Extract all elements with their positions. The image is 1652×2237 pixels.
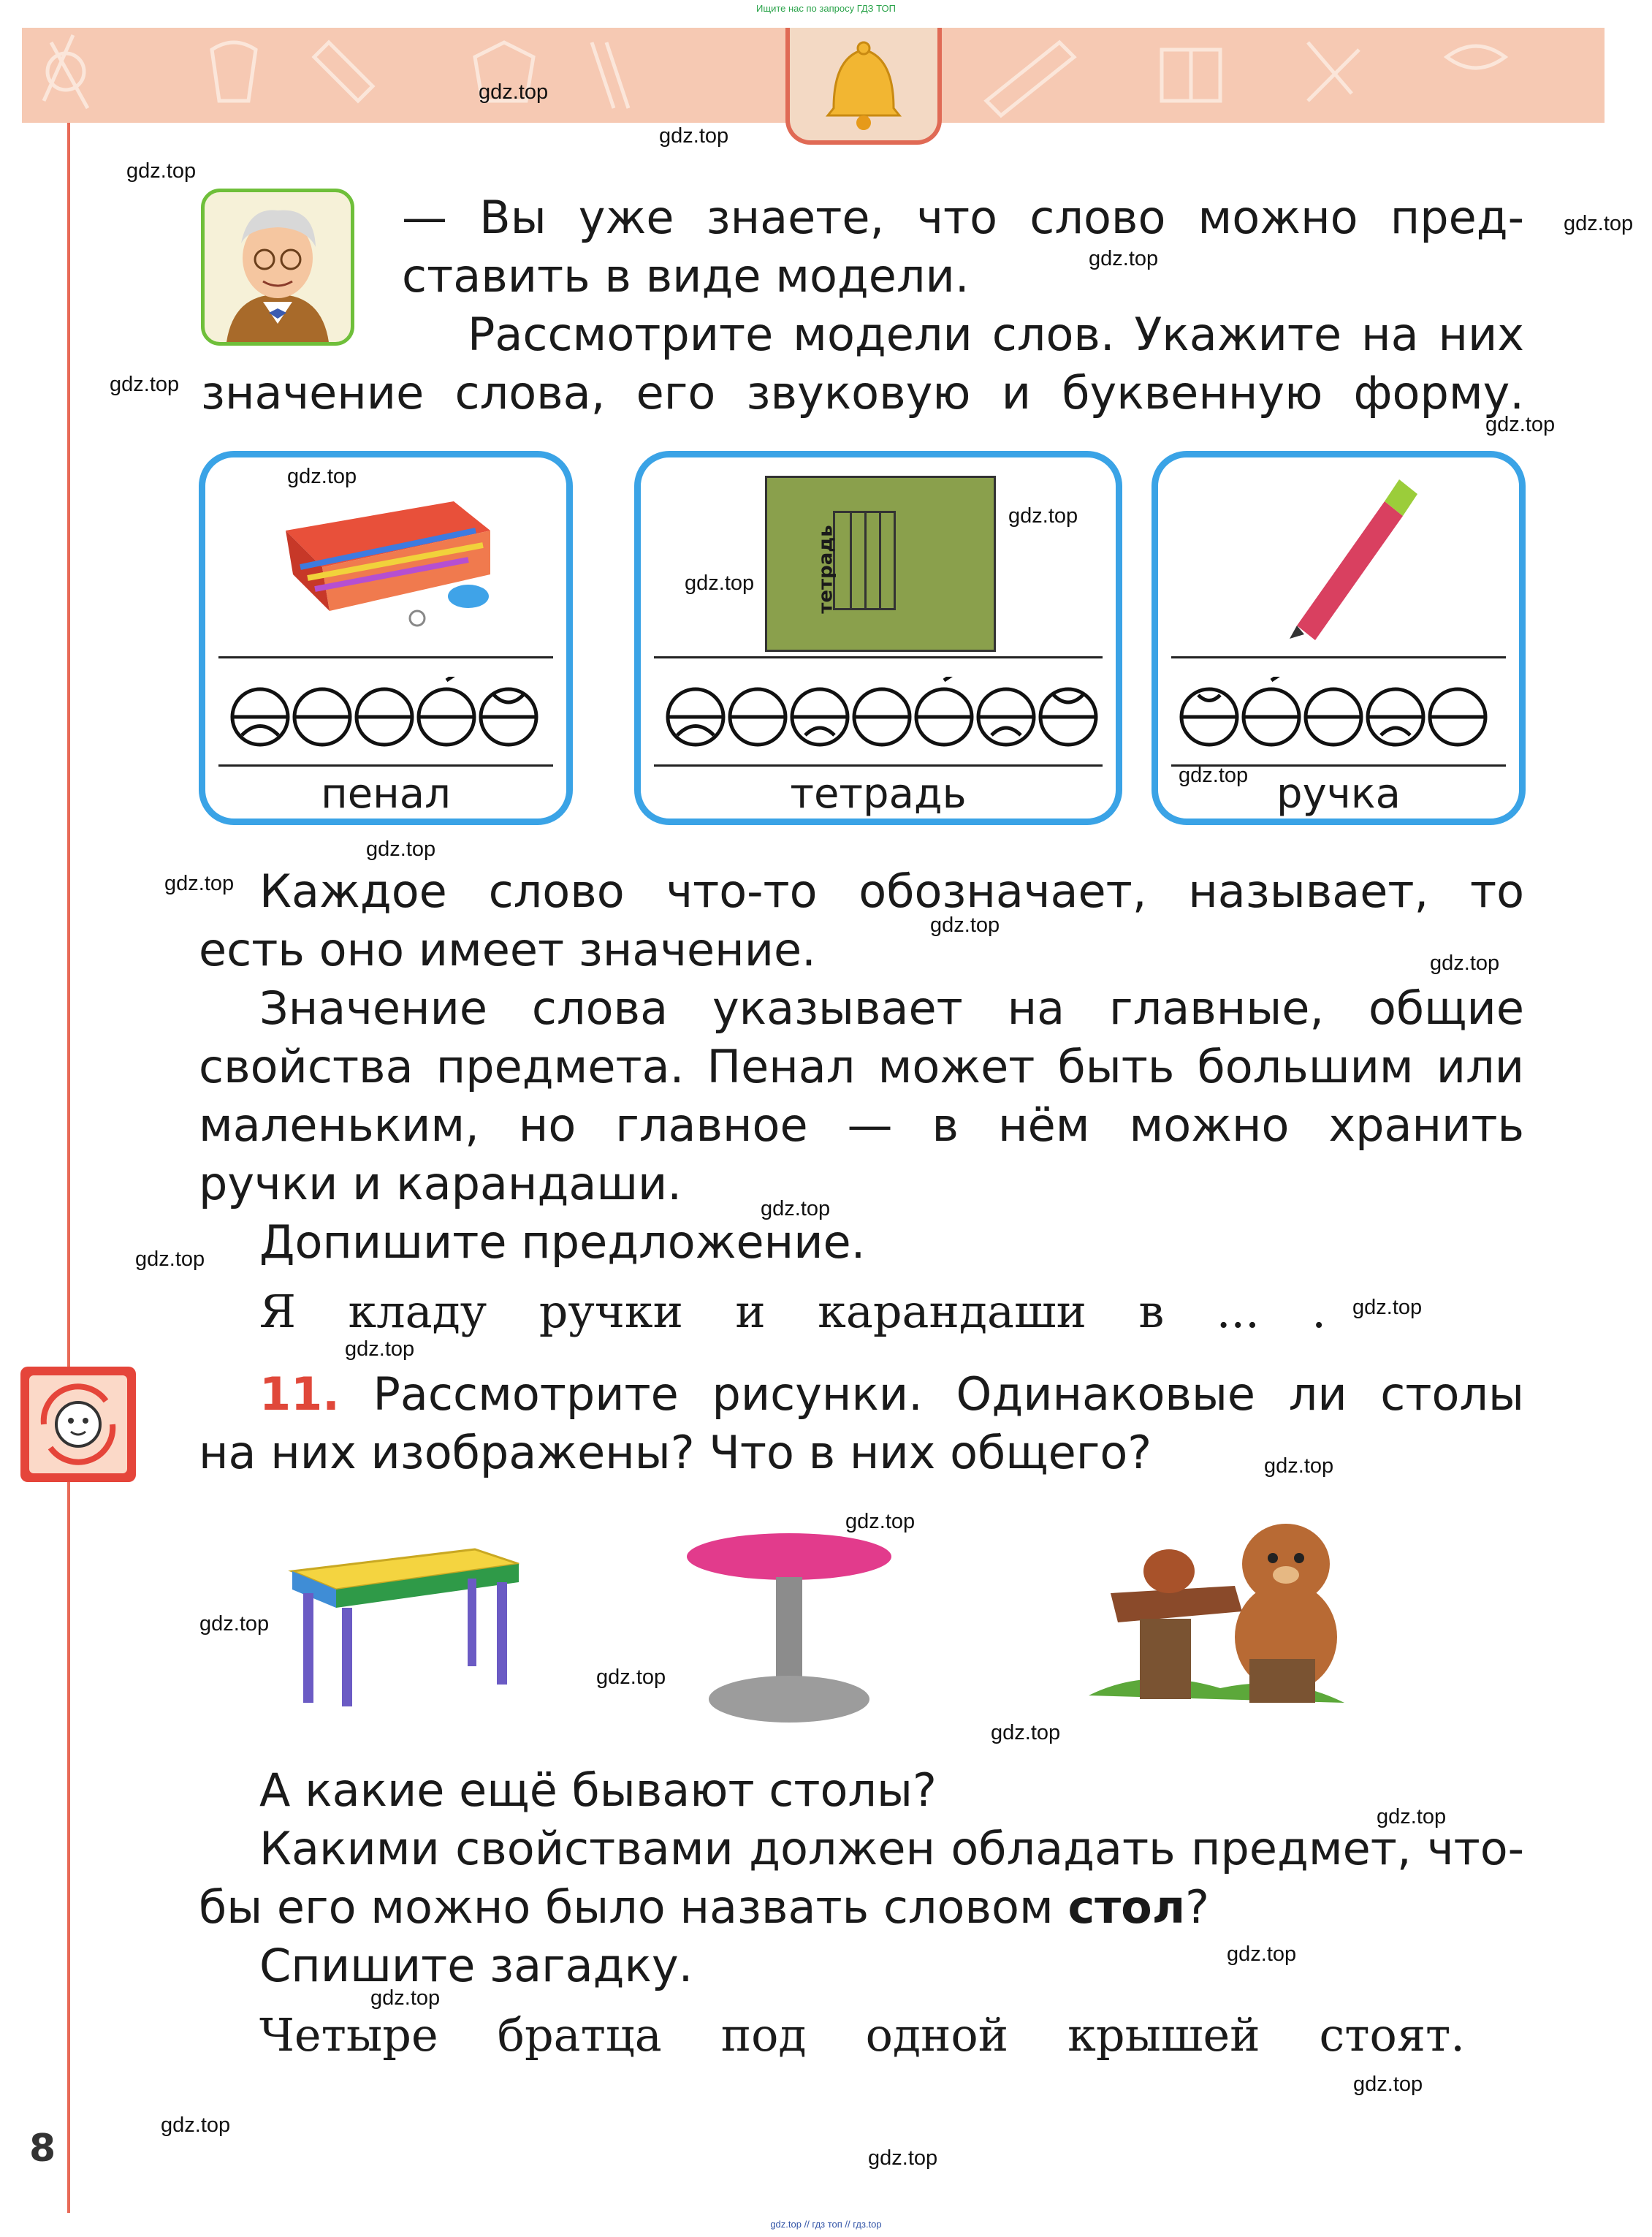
watermark: gdz.top: [345, 1337, 415, 1361]
para1-line-1: Каждое слово что-то обозначает, называет, то: [259, 865, 1524, 918]
watermark: gdz.top: [868, 2146, 938, 2170]
watermark: gdz.top: [199, 1612, 270, 1636]
word-stol: стол: [1067, 1880, 1186, 1934]
watermark: gdz.top: [287, 465, 357, 488]
model-line-top: [654, 656, 1103, 658]
table-round-icon: [680, 1527, 899, 1725]
word-card-penal: [199, 451, 573, 825]
watermark: gdz.top: [930, 914, 1000, 937]
para3-line-3-a: бы его можно было назвать словом: [199, 1880, 1068, 1934]
watermark: gdz.top: [164, 872, 235, 895]
watermark: gdz.top: [110, 373, 180, 396]
watermark: gdz.top: [370, 1986, 441, 2010]
notebook-icon: [765, 476, 996, 652]
watermark: gdz.top: [1008, 504, 1078, 528]
header-note: Ищите нас по запросу ГДЗ ТОП: [756, 3, 896, 14]
watermark: gdz.top: [659, 124, 729, 148]
watermark: gdz.top: [1353, 2073, 1423, 2096]
table-yellow-icon: [285, 1535, 526, 1710]
para2-line-3: маленьким, но главное — в нём можно хранить: [199, 1098, 1524, 1152]
watermark: gdz.top: [161, 2113, 231, 2137]
para3-line-3-c: ?: [1185, 1880, 1210, 1934]
professor-avatar: [201, 189, 354, 346]
para2-line-4: ручки и карандаши.: [199, 1157, 682, 1210]
watermark: gdz.top: [845, 1510, 916, 1533]
watermark: gdz.top: [126, 159, 197, 183]
watermark: gdz.top: [479, 80, 549, 104]
notebook-label: тетрадь: [815, 525, 837, 614]
exercise-number: 11.: [259, 1367, 340, 1421]
watermark: gdz.top: [1179, 764, 1249, 787]
intro-line-4: значение слова, его звуковую и буквенную форму.: [201, 366, 1524, 419]
riddle: Четыре братца под одной крышей стоят.: [259, 2008, 1465, 2062]
pencil-case-icon: [271, 487, 505, 633]
watermark: gdz.top: [991, 1721, 1061, 1744]
watermark: gdz.top: [366, 838, 436, 861]
para1-line-2: есть оно имеет значение.: [199, 923, 816, 976]
watermark: gdz.top: [1227, 1942, 1297, 1966]
model-line-bottom: [654, 764, 1103, 767]
model-line-top: [218, 656, 553, 658]
word-label-tetrad: тетрадь: [790, 770, 967, 818]
intro-line-2: ставить в виде модели.: [402, 249, 970, 303]
para3-line-2: Какими свойствами должен обладать предмет, что-: [259, 1822, 1524, 1875]
watermark: gdz.top: [685, 571, 755, 595]
sound-model-ruchka: [1176, 677, 1505, 757]
page-number: 8: [29, 2127, 56, 2170]
exercise-line-2: на них изображены? Что в них общего?: [199, 1426, 1152, 1479]
fill-in-sentence: Я кладу ручки и карандаши в ... .: [259, 1285, 1326, 1338]
task-prompt: Допишите предложение.: [259, 1215, 866, 1269]
intro-line-3: Рассмотрите модели слов. Укажите на них: [468, 308, 1524, 361]
exercise-line-1: [259, 1365, 1524, 1424]
stump-table-bear-icon: [1081, 1476, 1352, 1717]
watermark: gdz.top: [1430, 952, 1500, 975]
watermark: gdz.top: [1089, 247, 1159, 270]
word-label-ruchka: ручка: [1276, 770, 1401, 818]
intro-line-1: — Вы уже знаете, что слово можно пред-: [402, 191, 1524, 244]
margin-line: [67, 123, 70, 2213]
model-line-top: [1171, 656, 1506, 658]
para3-line-3: [199, 1878, 1209, 1937]
watermark: gdz.top: [135, 1247, 205, 1271]
sound-model-tetrad: [663, 677, 1116, 757]
bell-tab: [785, 28, 942, 145]
exercise-line-1-text: Рассмотрите рисунки. Одинаковые ли столы: [373, 1367, 1524, 1421]
para2-line-1: Значение слова указывает на главные, общие: [259, 981, 1524, 1035]
watermark: gdz.top: [1564, 212, 1634, 235]
child-face-icon: [29, 1375, 127, 1473]
word-label-penal: пенал: [321, 770, 451, 818]
model-line-bottom: [218, 764, 553, 767]
watermark: gdz.top: [761, 1197, 831, 1220]
para3-line-4: Спишите загадку.: [259, 1939, 693, 1992]
para3-line-1: А какие ещё бывают столы?: [259, 1763, 937, 1817]
watermark: gdz.top: [1352, 1296, 1423, 1319]
notebook-lines: [833, 511, 896, 610]
watermark: gdz.top: [1485, 413, 1556, 436]
watermark: gdz.top: [596, 1666, 666, 1689]
sound-model-penal: [227, 677, 549, 757]
pen-icon: [1275, 472, 1421, 640]
bell-icon: [790, 28, 937, 140]
watermark: gdz.top: [1377, 1805, 1447, 1828]
para2-line-2: свойства предмета. Пенал может быть большим или: [199, 1040, 1524, 1093]
watermark: gdz.top: [1264, 1454, 1334, 1478]
footer-note: gdz.top // гдз топ // гдз.top: [770, 2219, 882, 2230]
